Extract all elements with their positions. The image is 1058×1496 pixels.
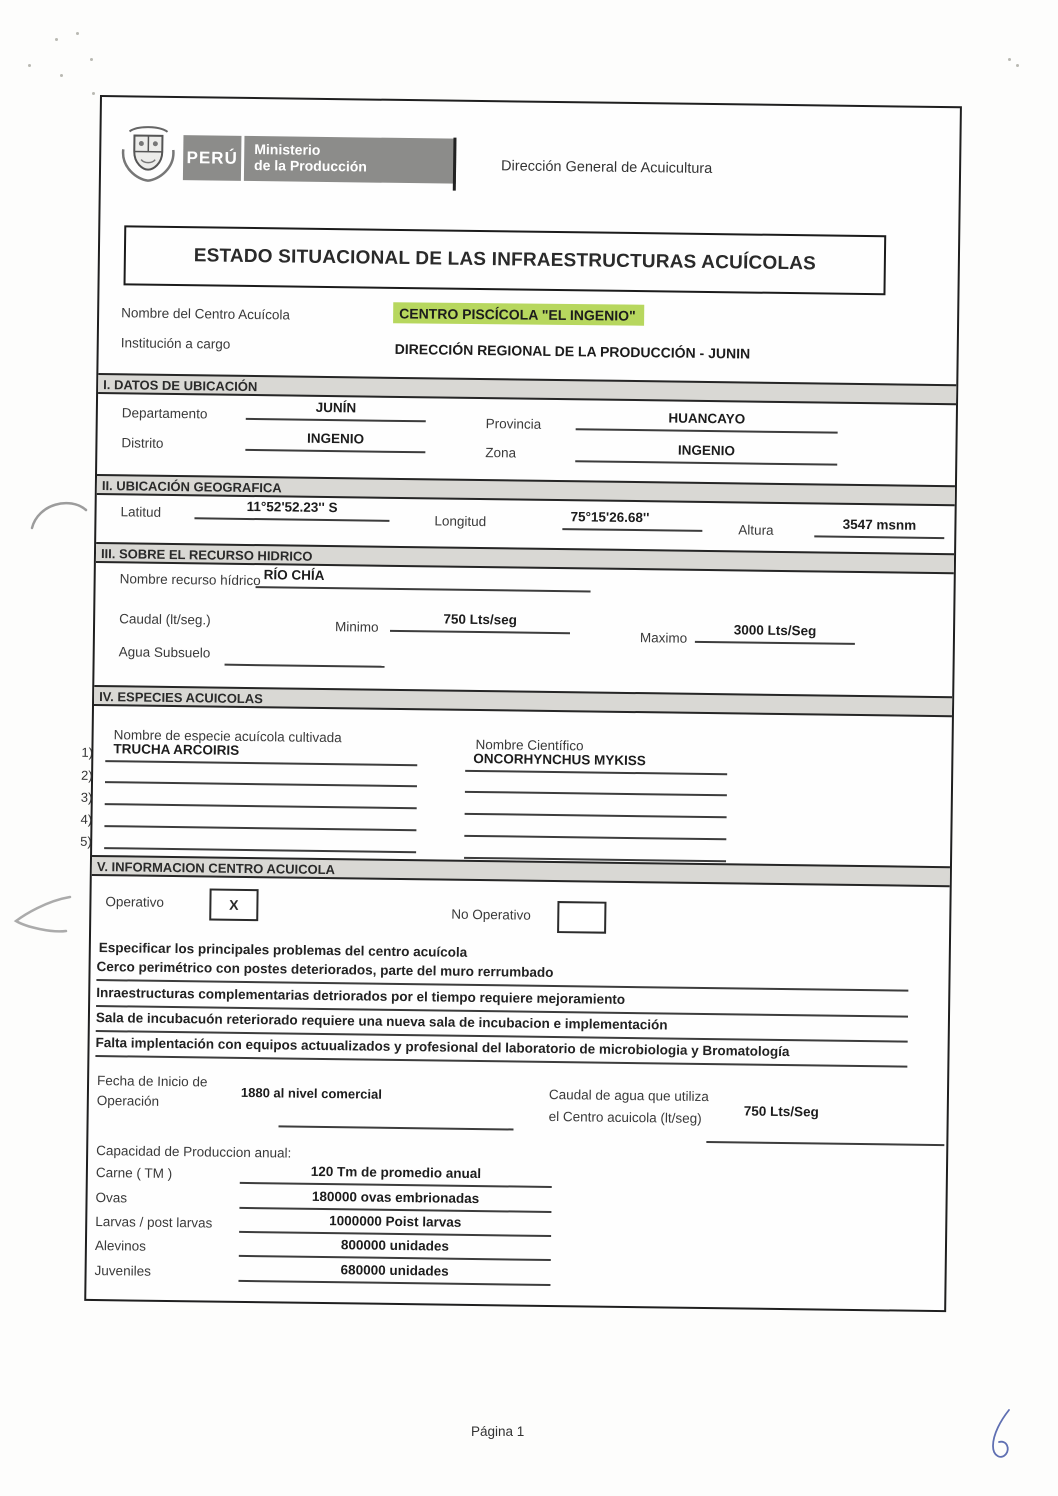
scan-speckle <box>60 74 63 77</box>
pen-check-mark <box>8 885 80 943</box>
minimo-label: Minimo <box>334 619 379 635</box>
handwritten-number <box>985 1406 1019 1464</box>
especie-column-header: Nombre de especie acuícola cultivada <box>113 727 342 746</box>
operativo-label: Operativo <box>105 894 165 910</box>
peru-logo-text: PERÚ <box>186 147 238 168</box>
capacity-row-label: Carne ( TM ) <box>95 1165 173 1182</box>
caudal-uso-value: 750 Lts/Seg <box>743 1103 819 1120</box>
page-number: Página 1 <box>471 1424 525 1439</box>
agua-subsuelo-label: Agua Subsuelo <box>118 644 211 661</box>
scan-speckle <box>1008 58 1011 61</box>
ministry-line2: de la Producción <box>253 157 368 175</box>
peru-logo-block <box>183 135 242 181</box>
cientifico-column-header: Nombre Científico <box>475 736 584 754</box>
distrito-field: INGENIO <box>245 430 425 453</box>
section-3-header: III. SOBRE EL RECURSO HIDRICO <box>96 542 954 574</box>
maximo-label: Maximo <box>639 630 688 646</box>
caudal-uso-underline <box>706 1123 944 1146</box>
section-5-header: V. INFORMACION CENTRO ACUICOLA <box>92 855 950 887</box>
species-name-field <box>104 830 416 853</box>
peru-coat-of-arms-icon <box>117 123 180 184</box>
form-title: ESTADO SITUACIONAL DE LAS INFRAESTRUCTURAS ACUÍCOLAS <box>124 225 887 295</box>
provincia-field: HUANCAYO <box>576 409 838 433</box>
fecha-inicio-label-1: Fecha de Inicio de <box>97 1073 208 1090</box>
ministry-logo-block <box>244 136 457 184</box>
scan-speckle <box>28 64 31 67</box>
capacity-row-label: Juveniles <box>94 1263 151 1279</box>
departamento-label: Departamento <box>121 405 208 422</box>
capacity-row-label: Ovas <box>95 1190 128 1206</box>
species-row-number: 3) <box>80 789 93 805</box>
species-name-field <box>105 764 417 787</box>
recurso-hidrico-field: RÍO CHÍA <box>256 567 591 592</box>
latitud-label: Latitud <box>120 504 162 520</box>
species-name-field <box>104 808 416 831</box>
species-name-field <box>105 786 417 809</box>
center-name-label: Nombre del Centro Acuícola <box>121 305 291 323</box>
provincia-label: Provincia <box>485 416 542 432</box>
caudal-uso-label-1: Caudal de agua que utiliza <box>548 1086 709 1105</box>
scientific-name-field <box>465 774 727 796</box>
longitud-label: Longitud <box>434 513 487 530</box>
departamento-field: JUNÍN <box>246 399 426 422</box>
problem-line: Inraestructuras complementarias detriorados por el tiempo requiere mejoramiento <box>96 985 908 1018</box>
caudal-uso-label-2: el Centro acuicola (lt/seg) <box>548 1108 702 1126</box>
capacity-row-label: Larvas / post larvas <box>95 1214 213 1231</box>
capacidad-label: Capacidad de Produccion anual: <box>96 1143 292 1161</box>
pen-arc-mark <box>28 492 90 536</box>
scan-speckle <box>76 32 79 35</box>
center-name-value-highlighted: CENTRO PISCÍCOLA "EL INGENIO" <box>393 302 644 325</box>
caudal-minimo-field: 750 Lts/seg <box>390 611 570 634</box>
species-row-number: 5) <box>80 833 92 849</box>
species-row-number: 4) <box>80 811 93 827</box>
species-name-field: TRUCHA ARCOIRIS <box>105 741 417 766</box>
caudal-label: Caudal (lt/seg.) <box>119 611 211 628</box>
agua-subsuelo-field <box>225 647 385 668</box>
form-document <box>80 95 962 1312</box>
capacity-row-value: 800000 unidades <box>239 1236 551 1261</box>
capacity-row-value: 680000 unidades <box>238 1261 550 1286</box>
scan-speckle <box>90 58 93 61</box>
direction-general-label: Dirección General de Acuicultura <box>500 158 713 178</box>
species-row-number: 1) <box>81 744 94 760</box>
no-operativo-label: No Operativo <box>451 906 531 923</box>
capacity-row-value: 120 Tm de promedio anual <box>240 1163 552 1188</box>
problems-label: Especificar los principales problemas del centro acuícola <box>98 940 468 960</box>
no-operativo-checkbox <box>557 901 606 934</box>
problem-line: Falta implentación con equipos actuualizados y profesional del laboratorio de microbiologia y Bromatología <box>95 1035 907 1068</box>
zona-label: Zona <box>485 445 517 461</box>
section-2-header: II. UBICACIÓN GEOGRAFICA <box>97 474 955 506</box>
species-row-number: 2) <box>80 767 93 783</box>
scan-speckle <box>92 92 95 95</box>
fecha-inicio-underline <box>279 1107 514 1130</box>
zona-field: INGENIO <box>575 441 837 465</box>
scientific-name-field <box>464 818 726 840</box>
section-1-header: I. DATOS DE UBICACIÓN <box>98 373 956 405</box>
fecha-inicio-value: 1880 al nivel comercial <box>240 1084 382 1102</box>
capacity-row-value: 180000 ovas embrionadas <box>239 1188 551 1213</box>
longitud-field: 75°15'26.68'' <box>562 509 702 532</box>
capacity-row-value: 1000000 Poist larvas <box>239 1212 551 1237</box>
fecha-inicio-label-2: Operación <box>96 1093 160 1109</box>
scientific-name-field <box>465 796 727 818</box>
institution-value: DIRECCIÓN REGIONAL DE LA PRODUCCIÓN - JUNIN <box>394 340 751 362</box>
recurso-hidrico-label: Nombre recurso hídrico <box>119 571 261 589</box>
scan-speckle <box>55 38 58 41</box>
scientific-name-field <box>464 840 726 862</box>
problem-line: Cerco perimétrico con postes deteriorados, parte del muro rerrumbado <box>96 959 908 992</box>
section-4-header: IV. ESPECIES ACUICOLAS <box>94 685 952 717</box>
ministry-line1: Ministerio <box>254 141 321 158</box>
problem-line: Sala de incubacuón reteriorado requiere una nueva sala de incubacion e implementación <box>96 1010 908 1043</box>
altura-label: Altura <box>738 522 774 538</box>
capacity-row-label: Alevinos <box>94 1238 147 1254</box>
operativo-checkbox: X <box>209 889 258 922</box>
scan-speckle <box>1016 64 1019 67</box>
latitud-field: 11°52'52.23'' S <box>194 498 389 522</box>
distrito-label: Distrito <box>121 435 164 451</box>
header-divider <box>453 138 457 191</box>
institution-label: Institución a cargo <box>120 335 231 352</box>
altura-field: 3547 msnm <box>814 516 944 539</box>
caudal-maximo-field: 3000 Lts/Seg <box>695 622 855 645</box>
scientific-name-field: ONCORHYNCHUS MYKISS <box>465 751 727 775</box>
